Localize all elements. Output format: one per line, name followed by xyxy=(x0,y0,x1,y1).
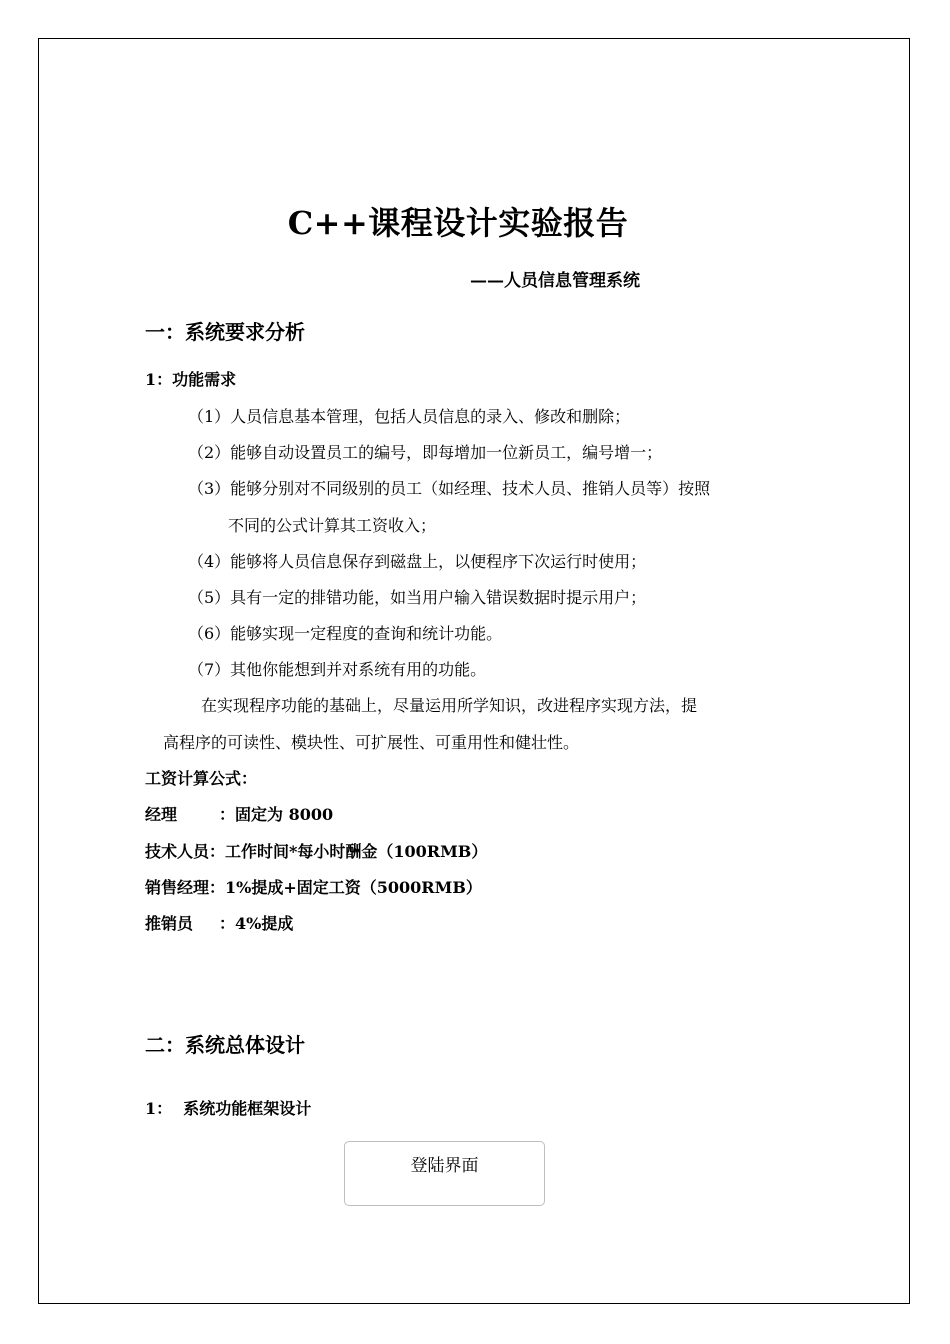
salary-label: 经理 xyxy=(145,805,178,824)
section2-heading: 二：系统总体设计 xyxy=(145,1033,305,1057)
salary-value: 4%提成 xyxy=(235,914,294,933)
document-subtitle: ——人员信息管理系统 xyxy=(470,271,640,291)
requirement-item: （2）能够自动设置员工的编号，即每增加一位新员工，编号增一； xyxy=(188,443,663,462)
salary-row-salesperson xyxy=(145,911,293,934)
salary-row-technician xyxy=(145,839,487,862)
salary-value: 工作时间*每小时酬金（100RMB） xyxy=(225,842,488,861)
requirement-item: （7）其他你能想到并对系统有用的功能。 xyxy=(188,660,487,679)
section1-heading: 一：系统要求分析 xyxy=(145,320,305,344)
salary-label: 推销员 xyxy=(145,914,194,933)
paragraph-line: 高程序的可读性、模块性、可扩展性、可重用性和健壮性。 xyxy=(163,733,580,752)
salary-heading: 工资计算公式： xyxy=(145,769,258,788)
login-interface-box xyxy=(344,1141,545,1206)
salary-value: 固定为 8000 xyxy=(235,805,334,824)
requirement-item: （6）能够实现一定程度的查询和统计功能。 xyxy=(188,624,503,643)
requirement-item: （4）能够将人员信息保存到磁盘上，以便程序下次运行时使用； xyxy=(188,552,647,571)
salary-label: 销售经理 xyxy=(145,878,210,897)
salary-row-sales-manager xyxy=(145,875,482,898)
salary-label: 技术人员 xyxy=(145,842,210,861)
section1-subheading: 1：功能需求 xyxy=(145,370,237,389)
paragraph-line: 在实现程序功能的基础上，尽量运用所学知识，改进程序实现方法，提 xyxy=(201,696,698,715)
requirement-item: （5）具有一定的排错功能，如当用户输入错误数据时提示用户； xyxy=(188,588,647,607)
salary-value: 1%提成+固定工资（5000RMB） xyxy=(225,878,482,897)
salary-separator: ： xyxy=(219,805,236,824)
requirement-item: （1）人员信息基本管理，包括人员信息的录入、修改和删除； xyxy=(188,407,631,426)
requirement-item: （3）能够分别对不同级别的员工（如经理、技术人员、推销人员等）按照 xyxy=(188,479,711,498)
requirement-item-continuation: 不同的公式计算其工资收入； xyxy=(228,516,437,535)
login-interface-label: 登陆界面 xyxy=(410,1156,479,1176)
document-title: C++课程设计实验报告 xyxy=(287,204,629,242)
salary-separator: ： xyxy=(219,914,236,933)
section2-subheading: 1： 系统功能框架设计 xyxy=(145,1099,312,1118)
salary-row-manager xyxy=(145,802,333,825)
salary-separator: ： xyxy=(209,842,226,861)
salary-separator: ： xyxy=(209,878,226,897)
